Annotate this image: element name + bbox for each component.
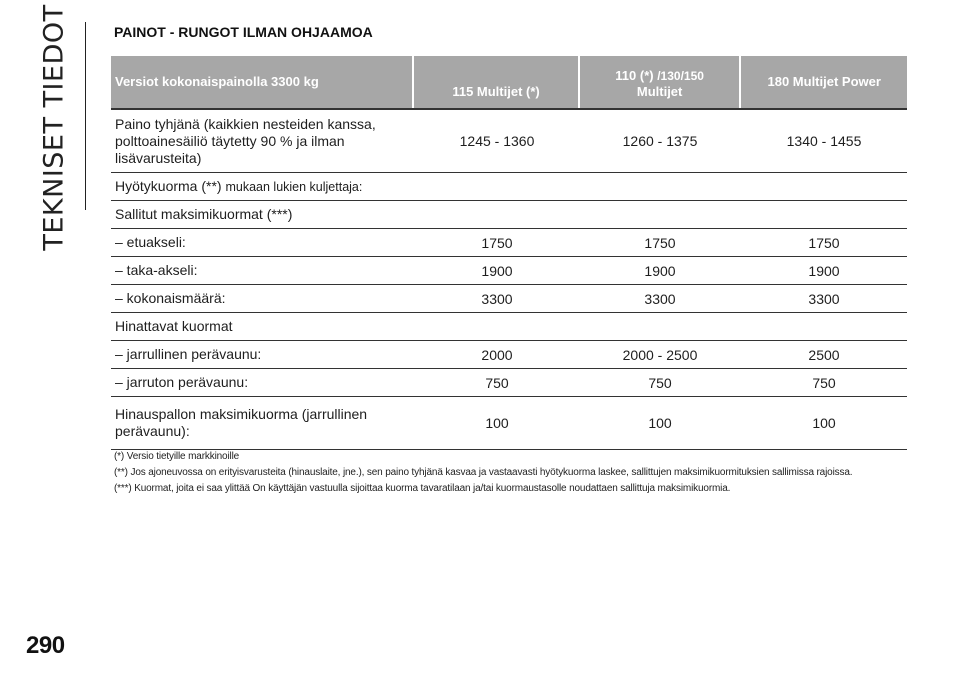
header-versions: Versiot kokonaispainolla 3300 kg: [111, 56, 412, 108]
row-label: Hinauspallon maksimikuorma (jarrullinen perävaunu):: [115, 406, 368, 439]
row-value-115: 750: [485, 374, 509, 391]
page-number: 290: [26, 632, 65, 659]
row-label: – jarruton perävaunu:: [115, 374, 249, 390]
row-value-115: 2000: [481, 346, 513, 363]
row-label: Hinattavat kuormat: [115, 318, 233, 334]
table-row: [111, 369, 907, 397]
row-label: – kokonaismäärä:: [115, 290, 226, 306]
row-label: – etuakseli:: [115, 234, 186, 250]
header-115-multijet: 115 Multijet (*): [414, 56, 578, 108]
header-110-line1: 110 (*) /130/150: [615, 68, 704, 83]
table-row: [111, 201, 907, 229]
table-row: [111, 313, 907, 341]
row-value-110: 1750: [644, 234, 676, 251]
row-value-115: 3300: [481, 290, 513, 307]
table-row: [111, 110, 907, 173]
row-value-115: 1245 - 1360: [459, 133, 535, 149]
weights-table: [111, 56, 907, 450]
header-180-multijet-power: 180 Multijet Power: [741, 56, 907, 108]
table-row: [111, 397, 907, 450]
row-value-180: 750: [812, 374, 836, 391]
footnotes: [114, 449, 904, 497]
row-label: – taka-akseli:: [115, 262, 198, 278]
row-value-180: 2500: [808, 346, 840, 363]
row-value-115: 1750: [481, 234, 513, 251]
row-value-110: 3300: [644, 290, 676, 307]
header-110-line2: Multijet: [636, 84, 683, 99]
section-side-title-text: TEKNISET TIEDOT: [38, 3, 70, 251]
row-value-180: 3300: [808, 290, 840, 307]
table-row: [111, 229, 907, 257]
row-value-180: 1750: [808, 234, 840, 251]
table-row: [111, 341, 907, 369]
page-title: PAINOT - RUNGOT ILMAN OHJAAMOA: [114, 24, 373, 40]
row-value-110: 1900: [644, 262, 676, 279]
footnote: (*) Versio tietyille markkinoille: [114, 451, 240, 462]
side-divider: [85, 22, 86, 210]
row-value-110: 2000 - 2500: [622, 346, 698, 363]
footnote: (**) Jos ajoneuvossa on erityisvarusteita (hinauslaite, jne.), sen paino tyhjänä kasvaa ja vastaavasti hyötykuorma laskee, sallittujen maksimikuormituksien sallimissa rajoissa.: [114, 467, 853, 478]
row-value-110: 1260 - 1375: [622, 133, 698, 149]
header-110-130-150-multijet: [580, 56, 740, 108]
row-value-180: 1340 - 1455: [786, 133, 862, 149]
row-label: Paino tyhjänä (kaikkien nesteiden kanssa, polttoainesäiliö täytetty 90 % ja ilman lisävarusteita): [115, 115, 376, 166]
table-row: [111, 285, 907, 313]
row-value-115: 100: [485, 415, 509, 431]
row-label: Hyötykuorma (**) mukaan lukien kuljettaja:: [115, 177, 363, 194]
row-label: Sallitut maksimikuormat (***): [115, 206, 293, 222]
table-row: [111, 257, 907, 285]
row-value-110: 100: [648, 415, 672, 431]
row-value-180: 1900: [808, 262, 840, 279]
footnote: (***) Kuormat, joita ei saa ylittää On käyttäjän vastuulla sijoittaa kuorma tavaratilaan ja/tai kuormaustasolle noudattaen sallittuja maksimikuormia.: [114, 483, 731, 494]
section-side-title: [22, 3, 86, 251]
table-row: [111, 173, 907, 201]
table-header: [111, 56, 907, 110]
row-label: – jarrullinen perävaunu:: [115, 346, 262, 362]
row-value-180: 100: [812, 415, 836, 431]
row-value-110: 750: [648, 374, 672, 391]
row-value-115: 1900: [481, 262, 513, 279]
